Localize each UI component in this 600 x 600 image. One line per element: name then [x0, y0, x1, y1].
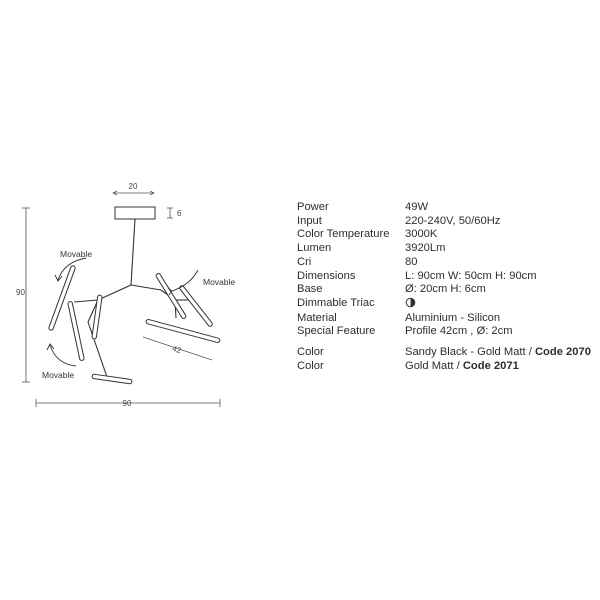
spec-value: 3920Lm	[405, 242, 446, 255]
light-profile	[92, 295, 102, 339]
dim-label-total-height: 90	[16, 288, 25, 297]
movable-label-right: Movable	[203, 277, 236, 287]
dim-label-total-width: 90	[122, 399, 132, 408]
color-value	[405, 346, 597, 360]
color-name: Sandy Black - Gold Matt /	[405, 346, 535, 359]
color-label: Color	[297, 359, 324, 372]
spec-row-input	[297, 215, 597, 229]
spec-label: Dimmable Triac	[297, 296, 375, 309]
spec-label: Color Temperature	[297, 228, 390, 241]
spec-label: Input	[297, 214, 322, 227]
light-profile	[68, 301, 85, 361]
spec-row-base	[297, 283, 597, 297]
color-row-2071	[297, 360, 597, 374]
spec-value: 49W	[405, 201, 429, 213]
spec-table	[297, 201, 597, 373]
spec-value	[405, 297, 597, 312]
color-row-2070	[297, 346, 597, 360]
spec-row-material	[297, 312, 597, 326]
spec-label: Cri	[297, 255, 312, 268]
spec-value: 3000K	[405, 228, 438, 241]
spec-value: Profile 42cm , Ø: 2cm	[405, 325, 513, 338]
dim-label-base-height: 6	[177, 209, 182, 218]
spec-label: Dimensions	[297, 269, 356, 282]
spec-label: Material	[297, 311, 337, 324]
color-code: Code 2070	[534, 346, 591, 359]
spec-value: Ø: 20cm H: 6cm	[405, 283, 486, 296]
spec-row-dimensions	[297, 270, 597, 284]
light-profile	[155, 273, 186, 319]
light-profile	[179, 285, 213, 327]
spec-row-dimmable	[297, 297, 597, 312]
spec-row-lumen	[297, 242, 597, 256]
color-name: Gold Matt /	[405, 359, 463, 372]
spec-row-cri	[297, 256, 597, 270]
spec-label: Special Feature	[297, 325, 376, 338]
spec-value: 80	[405, 255, 418, 268]
spec-label: Lumen	[297, 242, 332, 255]
spec-row-power	[297, 201, 597, 215]
spec-value: Aluminium - Silicon	[405, 311, 501, 324]
movable-arrow-left-bottom	[50, 345, 76, 366]
spec-row-color-temperature	[297, 228, 597, 242]
dimmable-icon	[405, 297, 416, 308]
spec-row-special-feature	[297, 325, 597, 339]
movable-label-left-top: Movable	[60, 249, 93, 259]
color-code: Code 2071	[462, 359, 519, 372]
color-label: Color	[297, 346, 324, 359]
spec-label: Power	[297, 201, 329, 213]
ceiling-base	[115, 207, 155, 219]
dim-label-base-width: 20	[128, 182, 138, 191]
spec-value: L: 90cm W: 50cm H: 90cm	[405, 269, 537, 282]
dim-label-arm-length: 42	[171, 343, 183, 356]
movable-label-left-bottom: Movable	[42, 370, 75, 380]
color-value	[405, 360, 597, 374]
spec-value: 220-240V, 50/60Hz	[405, 214, 501, 227]
light-profile	[92, 374, 132, 384]
spec-label: Base	[297, 283, 323, 296]
